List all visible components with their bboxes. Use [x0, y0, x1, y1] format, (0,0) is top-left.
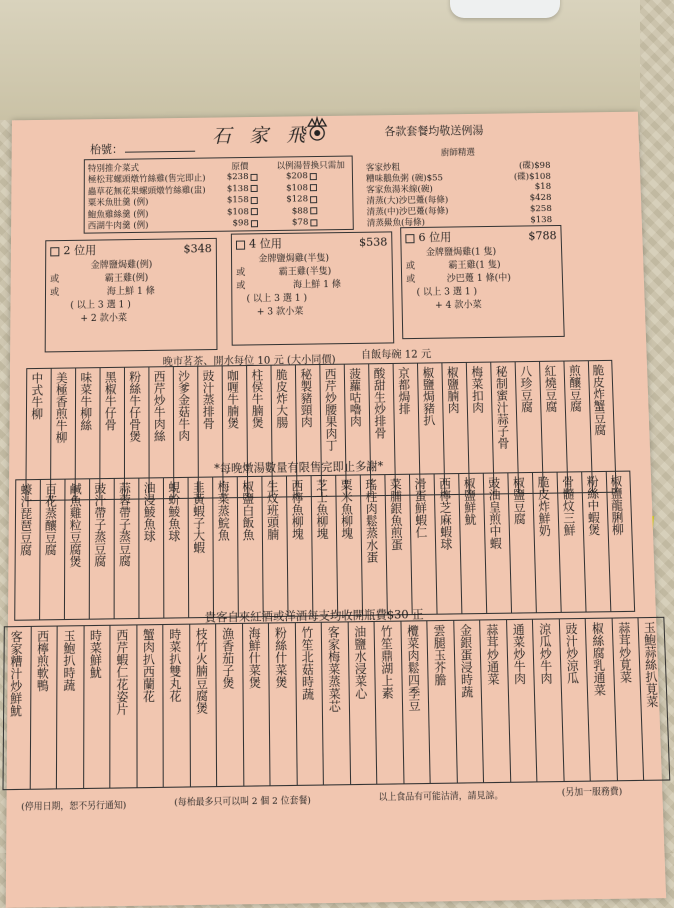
- dish-item[interactable]: 酸甜生炒排骨: [368, 364, 395, 495]
- dish-item[interactable]: 漁香茄子煲: [215, 624, 243, 786]
- dish-item[interactable]: 梅菜蒸鯇魚: [212, 477, 238, 617]
- dish-item[interactable]: 蜆蚧鯪魚球: [163, 478, 188, 618]
- dish-item[interactable]: 客家梅菜蒸菜芯: [321, 622, 350, 784]
- dish-item[interactable]: 秘製豬頸肉: [295, 365, 321, 496]
- set-2-person[interactable]: 2 位用 $348 金牌鹽焗雞(例) 或 霸王雞(例) 或 海上鮮 1 條 ( 以上 3 選 1 ) + 2 款小菜: [45, 238, 218, 353]
- dish-item[interactable]: 枝竹火腩豆腐煲: [189, 624, 216, 786]
- dish-item[interactable]: 美極香煎牛柳: [50, 368, 75, 499]
- table-surface: [0, 0, 640, 120]
- special-header-row: 特別推介菜式 原價 以例湯替換只需加: [87, 160, 345, 174]
- dish-item[interactable]: 竹笙北菇時蔬: [294, 623, 323, 785]
- checkbox[interactable]: [310, 173, 317, 180]
- dish-item[interactable]: 椒鹽豆腐: [507, 473, 535, 613]
- checkbox[interactable]: [251, 208, 258, 215]
- checkbox[interactable]: [310, 219, 317, 226]
- dish-item[interactable]: 西芹蝦仁花姿片: [109, 625, 136, 787]
- chef-item[interactable]: 客家炒粗 (碟)$98: [365, 160, 551, 173]
- set-soup-note: 各款套餐均敬送例湯: [384, 123, 484, 139]
- sold-out-note: 以上食品有可能沽清，請見諒。: [378, 790, 504, 804]
- dish-item[interactable]: 京都焗排: [393, 364, 420, 495]
- dish-item[interactable]: 粉絲牛仔骨煲: [124, 367, 149, 498]
- dish-item[interactable]: 八珍豆腐: [515, 362, 543, 493]
- special-item[interactable]: 西湖牛肉羹 (例) $98 $78: [88, 216, 350, 231]
- checkbox[interactable]: [310, 196, 317, 203]
- dish-item[interactable]: 梅菜扣肉: [466, 363, 494, 494]
- chef-item[interactable]: 糟味鵝魚粥 (碗)$55 (碟)$108: [365, 171, 551, 184]
- dish-item[interactable]: 菜脯銀魚煎蛋: [384, 475, 411, 615]
- chef-selection-box: [362, 143, 555, 228]
- dish-item[interactable]: 蒜茸炒莧菜: [611, 618, 643, 780]
- dish-item[interactable]: 蒜蓉帶子蒸豆腐: [114, 479, 139, 619]
- dish-item[interactable]: 椒鹽焗豬扒: [417, 363, 444, 494]
- dish-item[interactable]: 油浸鯪魚球: [138, 478, 163, 618]
- dish-item[interactable]: 時菜鮮魷: [83, 626, 110, 788]
- chef-item[interactable]: 清蒸(大)沙巴躉(每條) $428: [366, 192, 552, 207]
- dish-item[interactable]: 西檸魚柳塊: [286, 476, 312, 616]
- dish-item[interactable]: 味菜牛柳絲: [75, 368, 100, 499]
- dish-item[interactable]: 中式牛柳: [25, 369, 50, 500]
- checkbox[interactable]: [251, 220, 258, 227]
- set-6-person[interactable]: 6 位用 $788 金牌鹽焗雞(1 隻) 或 霸王雞(1 隻) 或 沙巴躉 1 條(中) ( 以上 3 選 1 ) + 4 款小菜: [400, 225, 565, 339]
- dish-item[interactable]: 西檸煎軟鴨: [29, 627, 56, 789]
- chef-item[interactable]: 清蒸鱟魚(每條) $138: [366, 214, 553, 229]
- dish-item[interactable]: 豉油皇煎中蝦: [483, 473, 511, 613]
- dish-item[interactable]: 金銀蛋浸時蔬: [453, 621, 483, 783]
- teacup-edge: [450, 0, 560, 18]
- checkbox[interactable]: [236, 240, 245, 249]
- dish-item[interactable]: 粉絲什菜煲: [268, 623, 296, 785]
- dish-item[interactable]: 椒鹽白飯魚: [237, 477, 263, 617]
- dish-item[interactable]: 西檸芝麻蝦球: [434, 474, 462, 614]
- crown-logo-icon: [304, 116, 330, 142]
- dish-item[interactable]: 骨髓炆三鮮: [557, 472, 586, 612]
- dish-item[interactable]: 椒鹽腩肉: [441, 363, 468, 494]
- checkbox[interactable]: [251, 197, 258, 204]
- special-item[interactable]: 極松茸螺頭燉竹絲雞(售完即止) $238 $208: [88, 170, 349, 185]
- set-4-person[interactable]: 4 位用 $538 金牌鹽焗雞(半隻) 或 霸王雞(半隻) 或 海上鮮 1 條 ( 以上 3 選 1 ) + 3 款小菜: [231, 231, 394, 345]
- limited-soup-note: *每晚燉湯數量有限售完即止多謝*: [214, 459, 384, 476]
- special-item[interactable]: 粟米魚肚羹 (例) $158 $128: [88, 193, 350, 208]
- dish-item[interactable]: 蠔汁琵琶豆腐: [14, 480, 40, 620]
- dish-item[interactable]: 西芹炒腰果肉丁: [319, 365, 345, 496]
- chef-title: 廚師精選: [440, 147, 476, 159]
- dish-item[interactable]: 百花蒸釀豆腐: [39, 480, 64, 620]
- service-charge-note: (另加一服務費): [561, 786, 623, 799]
- set-limit-note: (每枱最多只可以叫 2 個 2 位套餐): [174, 795, 311, 809]
- dish-item[interactable]: 鹹魚雞粒豆腐煲: [64, 479, 89, 619]
- dish-item[interactable]: 柱侯牛腩煲: [246, 366, 272, 497]
- dish-item[interactable]: 蟹肉扒西蘭花: [136, 625, 163, 787]
- dish-item[interactable]: 通菜炒牛肉: [506, 620, 537, 782]
- checkbox[interactable]: [310, 184, 317, 191]
- chef-item[interactable]: 清蒸(中)沙巴躉(每條) $258: [366, 203, 552, 218]
- special-item[interactable]: 蟲草花無花果螺頭燉竹絲雞(盅) $138 $108: [88, 182, 349, 197]
- dish-item[interactable]: 粟米魚柳塊: [335, 475, 362, 615]
- dish-item[interactable]: 竹笙鼎湖上素: [374, 622, 403, 784]
- checkbox[interactable]: [250, 174, 257, 181]
- dish-item[interactable]: 沙爹金菇牛肉: [173, 367, 198, 498]
- checkbox[interactable]: [251, 185, 258, 192]
- dish-item[interactable]: 芝士魚柳塊: [311, 476, 338, 616]
- chef-item[interactable]: 客家魚湯米線(碗) $18: [366, 181, 552, 195]
- dish-item[interactable]: 欖菜肉鬆四季豆: [400, 621, 430, 783]
- dish-item[interactable]: 蒜茸炒通菜: [479, 620, 510, 782]
- dish-item[interactable]: 煎釀豆腐: [563, 361, 592, 492]
- dish-item[interactable]: 椒鹽鮮魷: [458, 474, 486, 614]
- dishes-grid-vegetable: [2, 617, 669, 790]
- rice-price-note: 自飯每碗 12 元: [360, 349, 432, 362]
- dish-item[interactable]: 豉汁炒涼瓜: [558, 619, 589, 781]
- special-dishes-box: [84, 156, 354, 234]
- special-item[interactable]: 鮑魚雞絲羹 (例) $108 $88: [88, 205, 350, 220]
- dish-item[interactable]: 玉鮑扒時蔬: [56, 626, 83, 788]
- dish-item[interactable]: 雲腿玉芥膽: [426, 621, 456, 783]
- dish-item[interactable]: 韭黃蝦子大蝦: [188, 478, 213, 618]
- dish-item[interactable]: 玉鮑蒜絲扒莧菜: [637, 618, 669, 780]
- dish-item[interactable]: 滑蛋鮮蝦仁: [409, 474, 437, 614]
- dish-item[interactable]: 椒鹽龍脷柳: [606, 472, 635, 612]
- restaurant-logo-text: 石 家 飛: [212, 124, 312, 148]
- dish-item[interactable]: 菠蘿咕嚕肉: [344, 364, 371, 495]
- dish-item[interactable]: 豉汁蒸排骨: [197, 366, 222, 497]
- dish-item[interactable]: 秘制蜜汁蒜子骨: [490, 362, 518, 493]
- dishes-grid-seafood: [14, 471, 635, 621]
- dish-item[interactable]: 涼瓜炒牛肉: [532, 619, 563, 781]
- tea-charge-note: 晚市茗茶、開水每位 10 元 (大小同價): [162, 354, 336, 369]
- dish-item[interactable]: 脆皮炸鮮奶: [532, 473, 561, 613]
- dish-item[interactable]: 客家糟汁炒鮮魷: [2, 627, 30, 789]
- checkbox[interactable]: [310, 207, 317, 214]
- table-number-field: 枱號：: [90, 140, 195, 157]
- dish-item[interactable]: 黑椒牛仔骨: [99, 368, 124, 499]
- dish-item[interactable]: 生炆班頭腩: [261, 477, 287, 617]
- checkbox[interactable]: [405, 234, 414, 243]
- dish-item[interactable]: 西芹炒牛肉絲: [148, 367, 173, 498]
- menu-order-sheet: [6, 112, 666, 908]
- dish-item[interactable]: 脆皮炸蟹豆腐: [588, 361, 617, 492]
- stop-date-note: (停用日期，恕不另行通知): [21, 800, 127, 813]
- dish-item[interactable]: 粉絲中蝦煲: [581, 472, 610, 612]
- dish-item[interactable]: 椒絲腐乳通菜: [585, 619, 617, 781]
- corkage-fee-note: 貴客自來紅酒或洋酒每支均收開瓶費$30 正: [204, 607, 424, 625]
- dish-item[interactable]: 咖喱牛腩煲: [222, 366, 248, 497]
- dish-item[interactable]: 油鹽水浸菜心: [347, 622, 376, 784]
- dish-item[interactable]: 脆皮炸大腸: [271, 365, 297, 496]
- checkbox[interactable]: [50, 247, 59, 256]
- dish-item[interactable]: 海鮮什菜煲: [242, 624, 270, 786]
- dish-item[interactable]: 豉汁帶子蒸豆腐: [89, 479, 114, 619]
- dish-item[interactable]: 瑤柱肉鬆蒸水蛋: [360, 475, 387, 615]
- dish-item[interactable]: 時菜扒雙丸花: [162, 625, 189, 787]
- dish-item[interactable]: 紅燒豆腐: [539, 362, 567, 493]
